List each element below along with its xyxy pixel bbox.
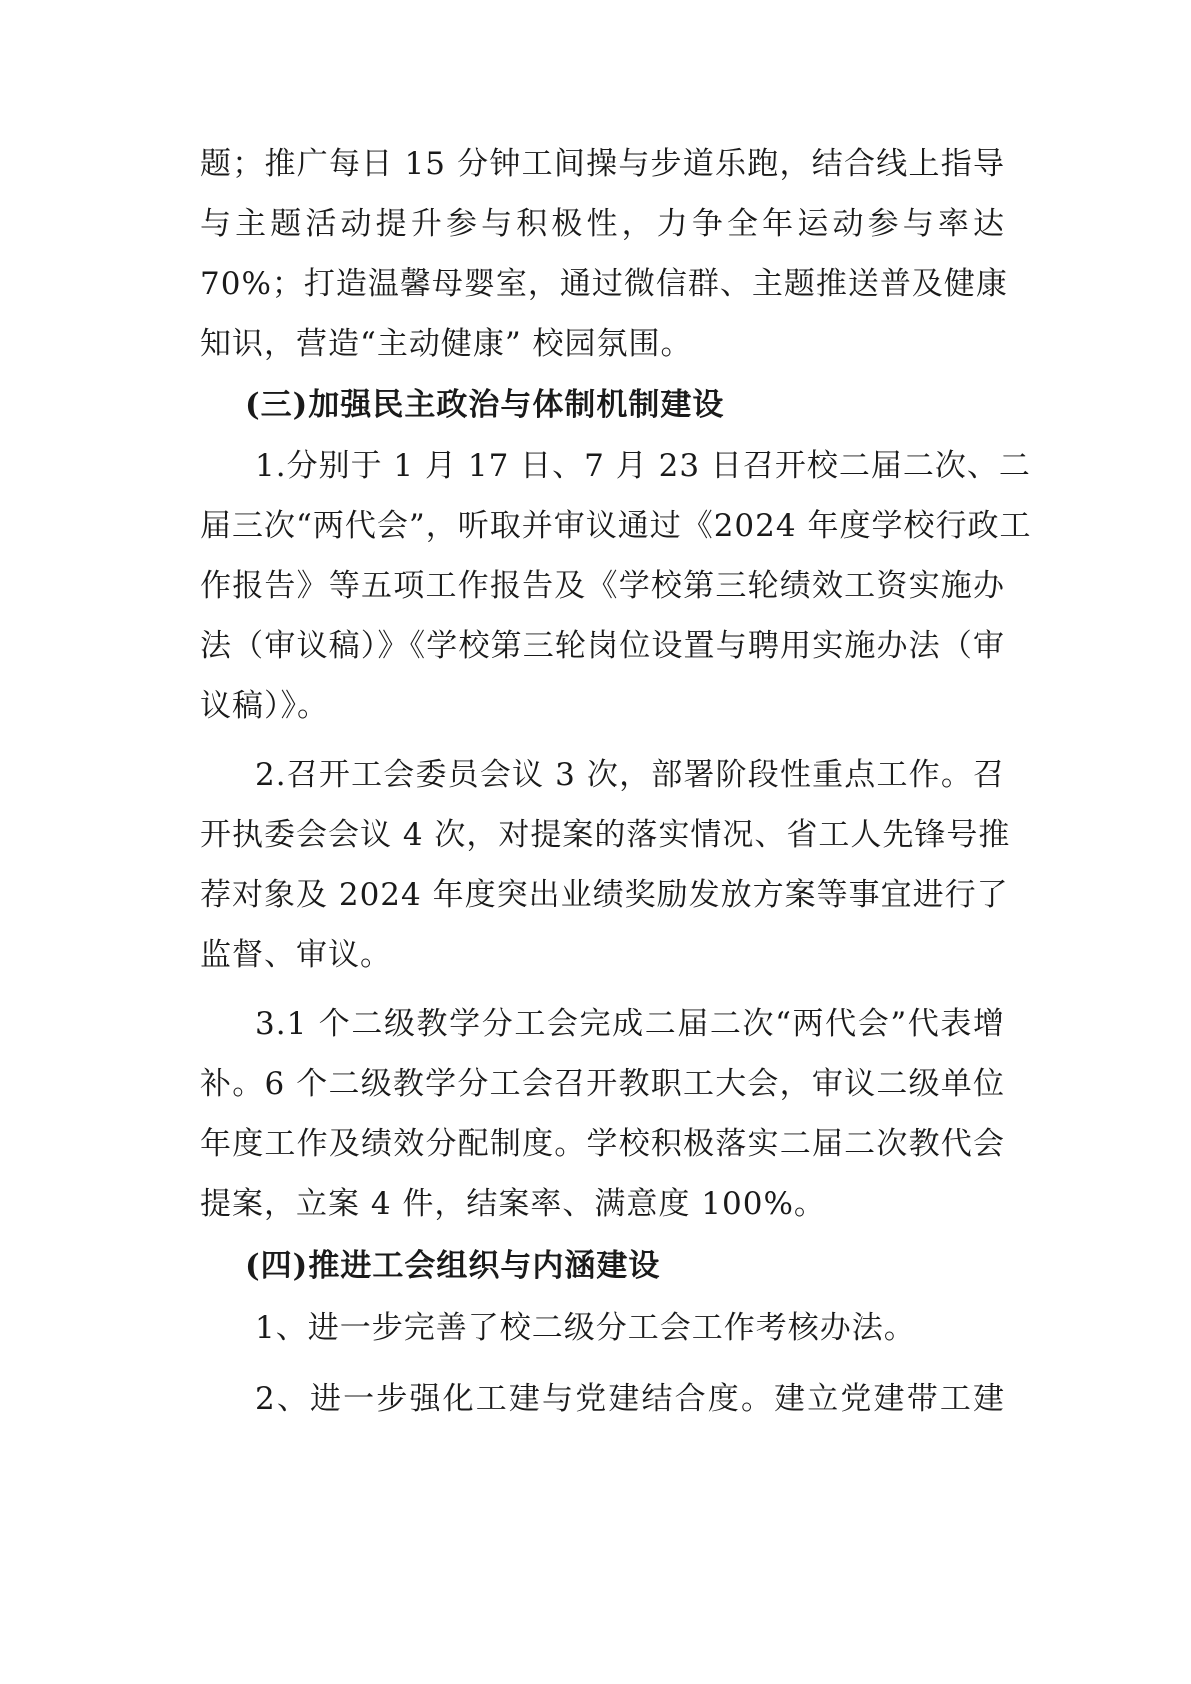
paragraph-line: 监督、审议。 bbox=[200, 937, 392, 973]
paragraph-line: 70%；打造温馨母婴室，通过微信群、主题推送普及健康 bbox=[200, 266, 1008, 302]
section-heading-4: (四)推进工会组织与内涵建设 bbox=[245, 1248, 661, 1284]
paragraph-line: 2.召开工会委员会议 3 次，部署阶段性重点工作。召 bbox=[255, 757, 1005, 793]
paragraph-line: 法（审议稿）》《学校第三轮岗位设置与聘用实施办法（审 bbox=[200, 628, 1005, 664]
paragraph-line: 1、进一步完善了校二级分工会工作考核办法。 bbox=[255, 1310, 916, 1346]
paragraph-line: 与主题活动提升参与积极性，力争全年运动参与率达 bbox=[200, 206, 1005, 242]
paragraph-line: 1.分别于 1 月 17 日、7 月 23 日召开校二届二次、二 bbox=[255, 448, 1031, 484]
paragraph-line: 2、进一步强化工建与党建结合度。建立党建带工建 bbox=[255, 1381, 1005, 1417]
paragraph-line: 3.1 个二级教学分工会完成二届二次“两代会”代表增 bbox=[255, 1006, 1005, 1042]
paragraph-line: 届三次“两代会”，听取并审议通过《2024 年度学校行政工 bbox=[200, 508, 1032, 544]
paragraph-line: 题；推广每日 15 分钟工间操与步道乐跑，结合线上指导 bbox=[200, 146, 1005, 182]
paragraph-line: 补。6 个二级教学分工会召开教职工大会，审议二级单位 bbox=[200, 1066, 1005, 1102]
paragraph-line: 作报告》等五项工作报告及《学校第三轮绩效工资实施办 bbox=[200, 568, 1005, 604]
paragraph-line: 知识，营造“主动健康” 校园氛围。 bbox=[200, 326, 693, 362]
section-heading-3: (三)加强民主政治与体制机制建设 bbox=[245, 387, 725, 423]
paragraph-line: 年度工作及绩效分配制度。学校积极落实二届二次教代会 bbox=[200, 1126, 1005, 1162]
paragraph-line: 议稿）》。 bbox=[200, 688, 329, 724]
paragraph-line: 开执委会会议 4 次，对提案的落实情况、省工人先锋号推 bbox=[200, 817, 1011, 853]
paragraph-line: 荐对象及 2024 年度突出业绩奖励发放方案等事宜进行了 bbox=[200, 877, 1009, 913]
paragraph-line: 提案，立案 4 件，结案率、满意度 100%。 bbox=[200, 1186, 826, 1222]
